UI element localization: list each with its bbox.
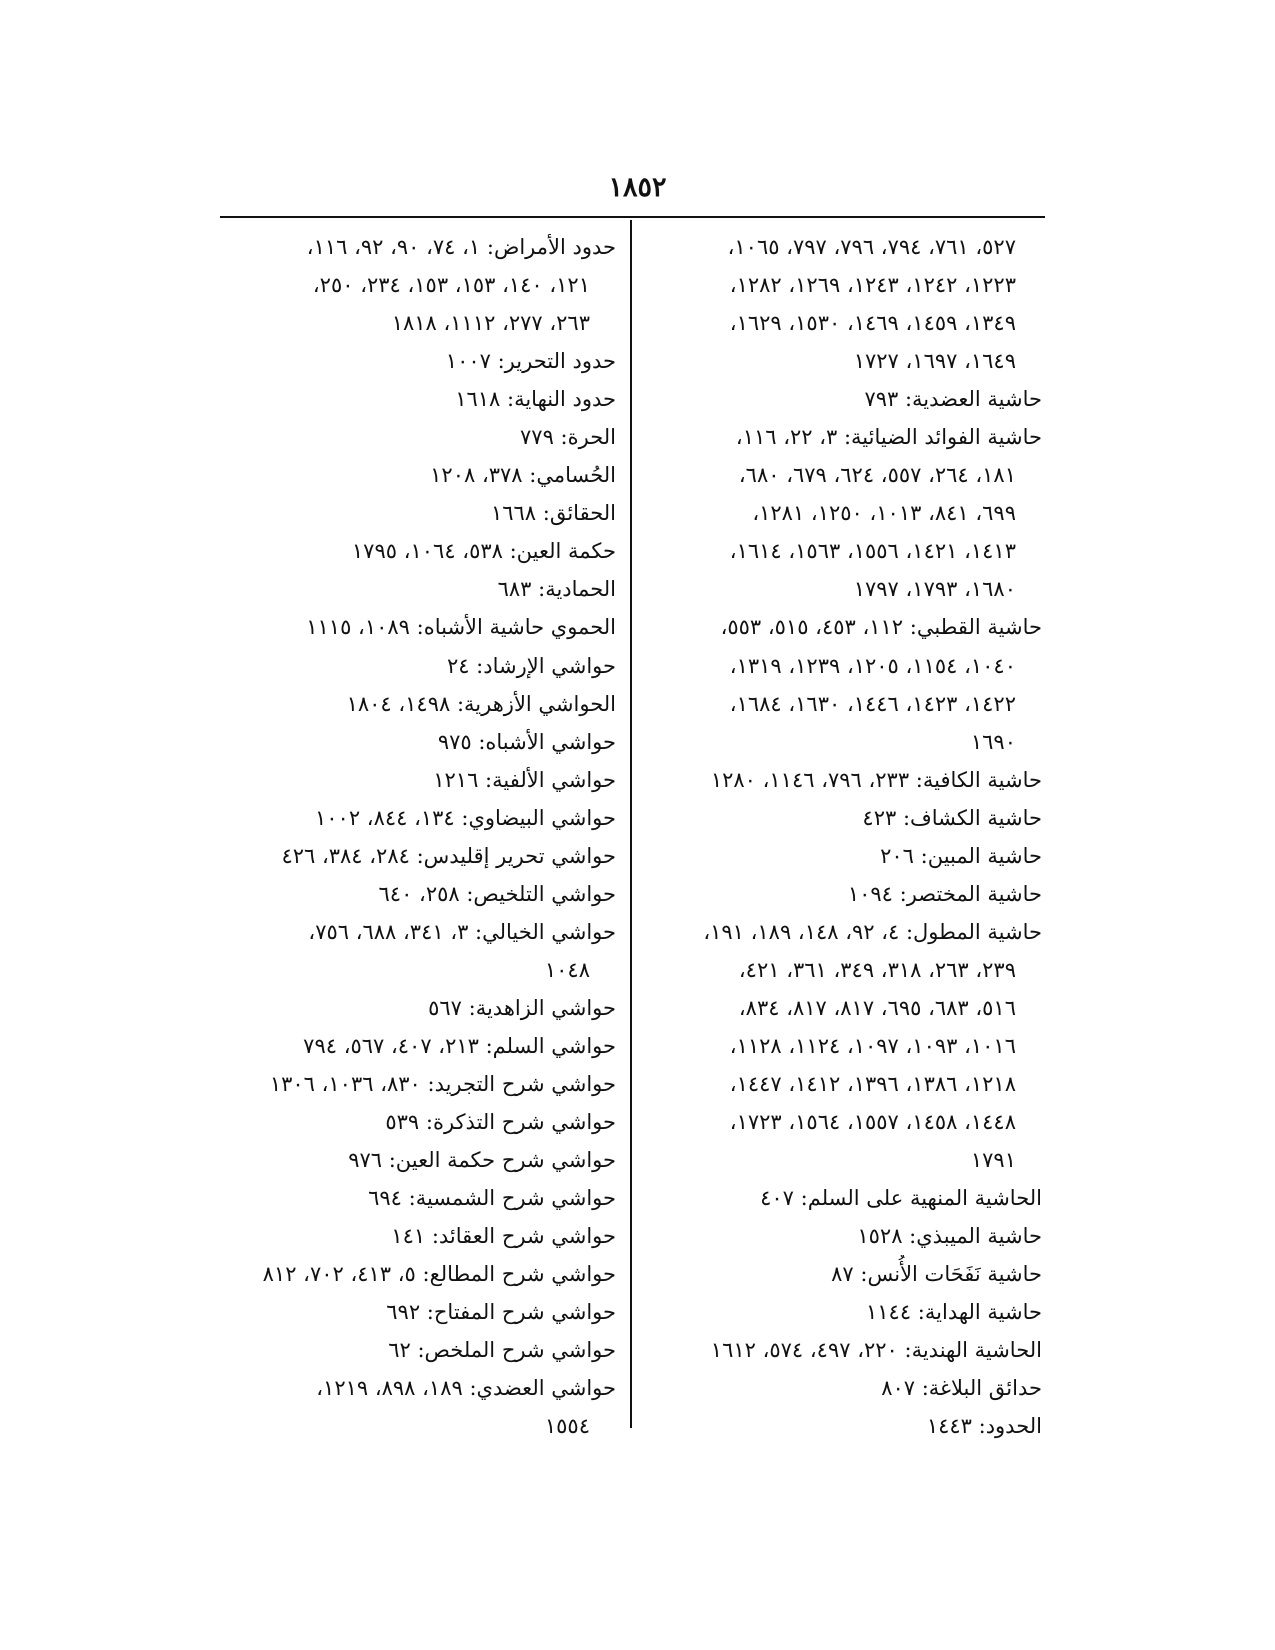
index-entry-line: ١٤١٣، ١٤٢١، ١٥٥٦، ١٥٦٣، ١٦١٤، xyxy=(729,539,1016,564)
index-entry xyxy=(224,1293,616,1331)
index-entry xyxy=(650,1179,1042,1217)
index-entry xyxy=(650,228,1042,380)
index-entry-line: حدود الأمراض: ١، ٧٤، ٩٠، ٩٢، ١١٦، xyxy=(306,235,616,259)
index-entry-line: حواشي تحرير إقليدس: ٢٨٤، ٣٨٤، ٤٢٦ xyxy=(281,843,616,868)
index-entry-line: الحقائق: ١٦٦٨ xyxy=(490,501,616,526)
page-number: ١٨٥٢ xyxy=(608,172,667,203)
index-entry xyxy=(224,685,616,723)
index-entry xyxy=(650,380,1042,418)
index-entry-line: ١٣٤٩، ١٤٥٩، ١٤٦٩، ١٥٣٠، ١٦٢٩، xyxy=(729,311,1016,336)
index-entry-line: حواشي الإرشاد: ٢٤ xyxy=(446,653,616,678)
index-entry xyxy=(650,1369,1042,1407)
index-entry xyxy=(650,1331,1042,1369)
index-entry-line: الحواشي الأزهرية: ١٤٩٨، ١٨٠٤ xyxy=(346,691,616,716)
index-entry-line: ٥١٦، ٦٨٣، ٦٩٥، ٨١٧، ٨١٧، ٨٣٤، xyxy=(738,995,1016,1020)
index-entry-line: ١٠١٦، ١٠٩٣، ١٠٩٧، ١١٢٤، ١١٢٨، xyxy=(729,1033,1016,1058)
index-entry-line: حاشية القطبي: ١١٢، ٤٥٣، ٥١٥، ٥٥٣، xyxy=(720,615,1042,640)
index-entry-line: حاشية نَفَحَات الأُنس: ٨٧ xyxy=(831,1262,1042,1287)
index-entry-line: ٥٢٧، ٧٦١، ٧٩٤، ٧٩٦، ٧٩٧، ١٠٦٥، xyxy=(727,235,1016,259)
index-entry-line: حواشي الأشباه: ٩٧٥ xyxy=(437,729,616,754)
index-entry-line: حاشية المطول: ٤، ٩٢، ١٤٨، ١٨٩، ١٩١، xyxy=(703,919,1042,944)
index-entry-line: حاشية الهداية: ١١٤٤ xyxy=(866,1300,1042,1325)
index-entry-line: الحمادية: ٦٨٣ xyxy=(497,577,616,602)
index-entry xyxy=(650,608,1042,760)
index-entry xyxy=(650,1217,1042,1255)
index-entry xyxy=(224,1369,616,1445)
index-entry-line: حواشي شرح الملخص: ٦٢ xyxy=(388,1338,616,1363)
index-entry-line: الحُسامي: ٣٧٨، ١٢٠٨ xyxy=(430,463,616,488)
index-entry xyxy=(224,494,616,532)
index-entry xyxy=(224,1103,616,1141)
index-entry-line: حدائق البلاغة: ٨٠٧ xyxy=(881,1376,1042,1401)
index-entry-line: الحاشية الهندية: ٢٢٠، ٤٩٧، ٥٧٤، ١٦١٢ xyxy=(710,1338,1042,1363)
index-entry-line: حدود التحرير: ١٠٠٧ xyxy=(445,349,616,374)
index-entry xyxy=(650,1255,1042,1293)
index-entry xyxy=(224,837,616,875)
index-entry-line: ٢٦٣، ٢٧٧، ١١١٢، ١٨١٨ xyxy=(391,311,590,336)
index-entry-line: ١٦٤٩، ١٦٩٧، ١٧٢٧ xyxy=(853,349,1016,374)
index-entry-line: حواشي شرح حكمة العين: ٩٧٦ xyxy=(348,1148,616,1173)
index-entry-line: ١٢١٨، ١٣٨٦، ١٣٩٦، ١٤١٢، ١٤٤٧، xyxy=(729,1072,1016,1097)
index-entry-line: حاشية الميبذي: ١٥٢٨ xyxy=(857,1224,1042,1249)
index-entry xyxy=(224,761,616,799)
index-entry-line: حواشي شرح التذكرة: ٥٣٩ xyxy=(385,1110,616,1135)
index-entry-line: ١٠٤٨ xyxy=(544,957,590,982)
index-entry-line: ٦٩٩، ٨٤١، ١٠١٣، ١٢٥٠، ١٢٨١، xyxy=(752,501,1016,526)
index-entry-line: حاشية المبين: ٢٠٦ xyxy=(880,843,1042,868)
index-entry-line: حواشي شرح الشمسية: ٦٩٤ xyxy=(368,1186,616,1211)
index-entry-line: حواشي التلخيص: ٢٥٨، ٦٤٠ xyxy=(378,881,616,906)
index-entry-line: ١٤٢٢، ١٤٢٣، ١٤٤٦، ١٦٣٠، ١٦٨٤، xyxy=(729,691,1016,716)
index-entry xyxy=(224,608,616,646)
index-entry-line: حواشي الزاهدية: ٥٦٧ xyxy=(428,995,616,1020)
index-entry-line: ١٥٥٤ xyxy=(544,1414,590,1439)
index-entry-line: الحرة: ٧٧٩ xyxy=(520,425,616,450)
index-entry xyxy=(650,799,1042,837)
index-entry-line: ١٢٢٣، ١٢٤٢، ١٢٤٣، ١٢٦٩، ١٢٨٢، xyxy=(729,273,1016,298)
index-entry xyxy=(224,1331,616,1369)
index-entry-line: حاشية الفوائد الضيائية: ٣، ٢٢، ١١٦، xyxy=(735,425,1042,450)
index-entry-line: الحدود: ١٤٤٣ xyxy=(926,1414,1042,1439)
index-entry-line: ١٤٤٨، ١٤٥٨، ١٥٥٧، ١٥٦٤، ١٧٢٣، xyxy=(729,1110,1016,1135)
index-entry-line: حاشية العضدية: ٧٩٣ xyxy=(864,387,1042,412)
index-entry-line: ١٠٤٠، ١١٥٤، ١٢٠٥، ١٢٣٩، ١٣١٩، xyxy=(729,653,1016,678)
index-entry-line: حواشي السلم: ٢١٣، ٤٠٧، ٥٦٧، ٧٩٤ xyxy=(303,1033,616,1058)
index-column-left xyxy=(224,228,616,1446)
index-entry xyxy=(224,380,616,418)
index-entry xyxy=(650,1293,1042,1331)
column-divider xyxy=(630,220,632,1428)
index-entry xyxy=(224,418,616,456)
index-entry xyxy=(224,456,616,494)
index-entry xyxy=(650,761,1042,799)
index-entry xyxy=(650,418,1042,608)
index-entry-line: حواشي العضدي: ١٨٩، ٨٩٨، ١٢١٩، xyxy=(316,1376,616,1401)
index-entry xyxy=(224,1141,616,1179)
index-entry-line: حواشي شرح التجريد: ٨٣٠، ١٠٣٦، ١٣٠٦ xyxy=(269,1072,616,1097)
index-entry-line: ١٦٩٠ xyxy=(970,729,1016,754)
index-entry xyxy=(224,570,616,608)
index-entry-line: حاشية المختصر: ١٠٩٤ xyxy=(847,881,1042,906)
index-entry-line: ٢٣٩، ٢٦٣، ٣١٨، ٣٤٩، ٣٦١، ٤٢١، xyxy=(738,957,1016,982)
index-entry-line: حكمة العين: ٥٣٨، ١٠٦٤، ١٧٩٥ xyxy=(351,539,616,564)
index-entry-line: حواشي الخيالي: ٣، ٣٤١، ٦٨٨، ٧٥٦، xyxy=(308,919,616,944)
index-entry-line: حاشية الكافية: ٢٣٣، ٧٩٦، ١١٤٦، ١٢٨٠ xyxy=(710,767,1042,792)
index-entry-line: الحموي حاشية الأشباه: ١٠٨٩، ١١١٥ xyxy=(306,615,616,640)
index-entry-line: ١٨١، ٢٦٤، ٥٥٧، ٦٢٤، ٦٧٩، ٦٨٠، xyxy=(738,463,1016,488)
index-entry-line: حاشية الكشاف: ٤٢٣ xyxy=(862,805,1042,830)
index-entry xyxy=(650,837,1042,875)
index-entry xyxy=(224,228,616,342)
index-entry xyxy=(224,913,616,989)
index-entry-line: حواشي شرح العقائد: ١٤١ xyxy=(391,1224,616,1249)
index-entry xyxy=(224,989,616,1027)
index-entry-line: حواشي البيضاوي: ١٣٤، ٨٤٤، ١٠٠٢ xyxy=(314,805,616,830)
index-entry-line: ١٢١، ١٤٠، ١٥٣، ١٥٣، ٢٣٤، ٢٥٠، xyxy=(312,273,590,298)
index-column-right xyxy=(650,228,1042,1446)
index-entry xyxy=(224,1255,616,1293)
index-entry xyxy=(650,913,1042,1179)
index-entry xyxy=(224,1027,616,1065)
index-entry xyxy=(224,1065,616,1103)
index-entry-line: حواشي شرح المفتاح: ٦٩٢ xyxy=(386,1300,616,1325)
index-entry-line: ١٦٨٠، ١٧٩٣، ١٧٩٧ xyxy=(853,577,1016,602)
index-entry-line: حواشي الألفية: ١٢١٦ xyxy=(433,767,616,792)
header-rule xyxy=(220,216,1045,218)
index-entry xyxy=(650,1407,1042,1445)
index-entry xyxy=(224,875,616,913)
index-entry xyxy=(224,723,616,761)
index-entry xyxy=(224,1217,616,1255)
index-entry xyxy=(224,647,616,685)
index-entry-line: الحاشية المنهية على السلم: ٤٠٧ xyxy=(760,1186,1042,1211)
index-entry-line: حدود النهاية: ١٦١٨ xyxy=(455,387,616,412)
index-entry-line: ١٧٩١ xyxy=(970,1148,1016,1173)
index-entry xyxy=(224,799,616,837)
index-entry-line: حواشي شرح المطالع: ٥، ٤١٣، ٧٠٢، ٨١٢ xyxy=(262,1262,616,1287)
index-entry xyxy=(224,1179,616,1217)
index-entry xyxy=(224,342,616,380)
index-entry xyxy=(224,532,616,570)
index-entry xyxy=(650,875,1042,913)
